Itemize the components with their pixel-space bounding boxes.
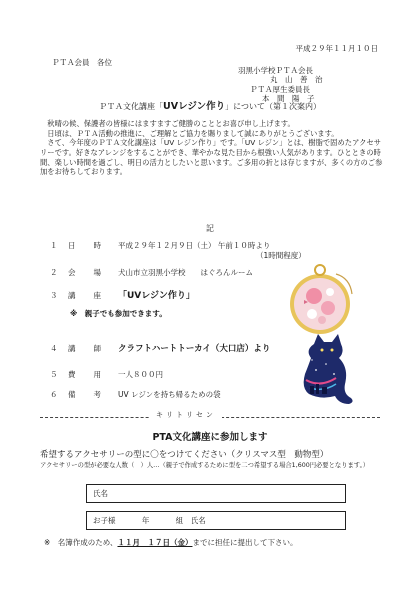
body-paragraph-2: 日頃は、ＰＴＡ活動の推進に、ご理解とご協力を賜りまして誠にありがとうございます。	[47, 128, 339, 138]
sender-org: 羽黒小学校ＰＴＡ会長	[238, 66, 313, 75]
name-field-label: 氏名	[93, 489, 108, 498]
sender-name-2: 本 間 陽 子	[262, 94, 315, 104]
cut-label: キリトリセン	[150, 411, 222, 420]
ki-heading: 記	[206, 224, 214, 233]
deadline: １１月 １７日（金）	[117, 538, 193, 547]
item-datetime: １ 日 時 平成２９年１２月９日（土） 午前１０時より	[50, 241, 271, 250]
mold-count-question: アクセサリーの型が必要な人数（ ）人…（親子で作成するために型を二つ希望する場合1,600円必要となります。）	[40, 462, 370, 469]
accessory-question: 希望するアクセサリーの型に〇をつけてください（クリスマス型 動物型）	[40, 450, 329, 460]
sender-role: ＰＴＡ厚生委員長	[250, 84, 310, 94]
child-field[interactable]	[86, 511, 346, 530]
child-grade-label: 年	[141, 516, 150, 525]
apply-title: PTA文化講座に参加します	[152, 432, 268, 443]
item-datetime-sub: （1時間程度）	[256, 251, 306, 260]
title-main: UVレジン作り	[163, 101, 226, 112]
resin-cat-image	[296, 330, 360, 404]
item-course: ３ 講 座 「UVレジン作り」	[50, 291, 195, 301]
name-field[interactable]	[86, 484, 346, 503]
parent-child-note: ※ 親子でも参加できます。	[70, 309, 167, 318]
body-paragraph-1: 秋晴の候、保護者の皆様にはますますご健勝のこととお喜び申し上げます。	[47, 119, 295, 128]
document-title: ＰＴＡ文化講座「UVレジン作り」について（第１次案内）	[99, 101, 321, 112]
date: 平成２９年１１月１０日	[295, 44, 378, 53]
recipient: ＰＴＡ会員 各位	[52, 58, 112, 67]
body-text	[40, 119, 388, 177]
child-field-label: お子様	[93, 516, 116, 525]
item-venue: ２ 会 場 犬山市立羽黒小学校 はぐろんルーム	[50, 268, 253, 277]
footer-note: ※ 名簿作成のため、１１月 １７日（金）までに担任に提出して下さい。	[44, 538, 298, 547]
item-instructor: ４ 講 師 クラフトハートトーカイ（大口店）より	[50, 344, 271, 354]
child-class-name-label: 組 氏名	[175, 516, 206, 525]
body-paragraph-3: さて、今年度のＰＴＡ文化講座は「UV レジン作り」です。「UV レジン」とは、樹脂で固めたアクセサリーです。好きなアレンジをすることができ、華やかな見た目から根強い人気があります。ひとときの時間、楽しい時間を過ごし、明日の活力としたいと思います。ご多用の折とは存じますが、多くの方のご参加をお待ちしております。	[40, 138, 383, 177]
item-fee: ５ 費 用 一人８００円	[50, 370, 163, 379]
sender-block	[238, 66, 388, 104]
sender-name-1: 丸 山 善 治	[270, 75, 323, 85]
item-notes: ６ 備 考 UV レジンを持ち帰るための袋	[50, 390, 221, 399]
resin-charm-image	[284, 262, 356, 340]
